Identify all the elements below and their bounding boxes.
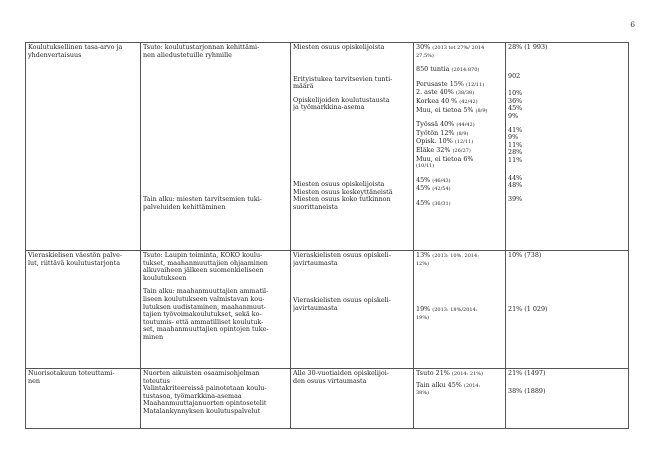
indicator-table	[25, 42, 629, 429]
target-cell: Nuorten aikuisten osaamisohjelman toteutus Valintakriteereissä painotetaan koulu- tustasoa, työmarkkina-asemaa Maahanmuuttajanuorten opintosetelit Matalankynnyksen koulutuspalvelut	[141, 369, 291, 429]
table-row	[26, 43, 629, 251]
target-cell: Tsuto: koulutustarjonnan kehittämi- nen aliedustetuille ryhmille Tain alku: miesten tarvitsemien tuki- palveluiden kehittäminen	[141, 43, 291, 251]
result-cell: 21% (1497) 38% (1889)	[506, 369, 629, 429]
baseline-cell: 30% (2013 tot 27%/ 2014 27,5%) 850 tuntia (2014:870) Perusaste 15% (12/11) 2. aste 40% (38/38) Korkea 40 % (42/42) Muu, ei tietoa 5% (8/9) Työssä 40% (44/42) Työtön 12% (8/9) Opisk. 10% (12/11) Eläke 32% (26/27) Muu, ei tietoa 6% (10/11) 45% (46/43) 45% (42/54) 45% (36/31)	[414, 43, 506, 251]
page-number: 6	[630, 20, 635, 29]
topic-cell: Vieraskielisen väestön palve- lut, riittävä koulutustarjonta	[26, 251, 141, 369]
result-cell: 10% (738) 21% (1 029)	[506, 251, 629, 369]
indicator-cell: Alle 30-vuotiaiden opiskelijoi- den osuus virtaumasta	[291, 369, 414, 429]
result-cell: 28% (1 993) 902 10% 36% 45% 9% 41% 9% 11% 28% 11% 44% 48% 39%	[506, 43, 629, 251]
baseline-cell: Tsuto 21% (2014: 21%) Tain alku 45% (2014: 38%)	[414, 369, 506, 429]
table-row	[26, 369, 629, 429]
target-cell: Tsuto: Laupin toiminta, KOKO koulu- tukset, maahanmuuttajien ohjaaminen alkuvaiheen jälkeen suomenkieliseen koulutukseen Tain alku: maahanmuuttajien ammatil- liseen koulutukseen valmistavan kou- lutuksen uudistaminen, maahanmuut- tajien työvoimakoulutukset, sekä ko- toutumis- että ammatilliset koulutuk- set, maahanmuuttajien opintojen tuke- minen	[141, 251, 291, 369]
indicator-cell: Miesten osuus opiskelijoista Erityistukea tarvitsevien tunti- määrä Opiskelijoiden koulutustausta ja työmarkkina-asema Miesten osuus opiskelijoista Miesten osuus keskeyttäneistä Miesten osuus koko tutkinnon suorittaneista	[291, 43, 414, 251]
indicator-cell: Vieraskielisten osuus opiskeli- javirtaumasta Vieraskielisten osuus opiskeli- javirtaumasta	[291, 251, 414, 369]
topic-cell: Nuorisotakuun toteuttami- nen	[26, 369, 141, 429]
table-row	[26, 251, 629, 369]
baseline-cell: 13% (2013: 10%, 2014: 12%) 19% (2013: 18%/2014: 19%)	[414, 251, 506, 369]
topic-cell: Koulutuksellinen tasa-arvo ja yhdenvertaisuus	[26, 43, 141, 251]
